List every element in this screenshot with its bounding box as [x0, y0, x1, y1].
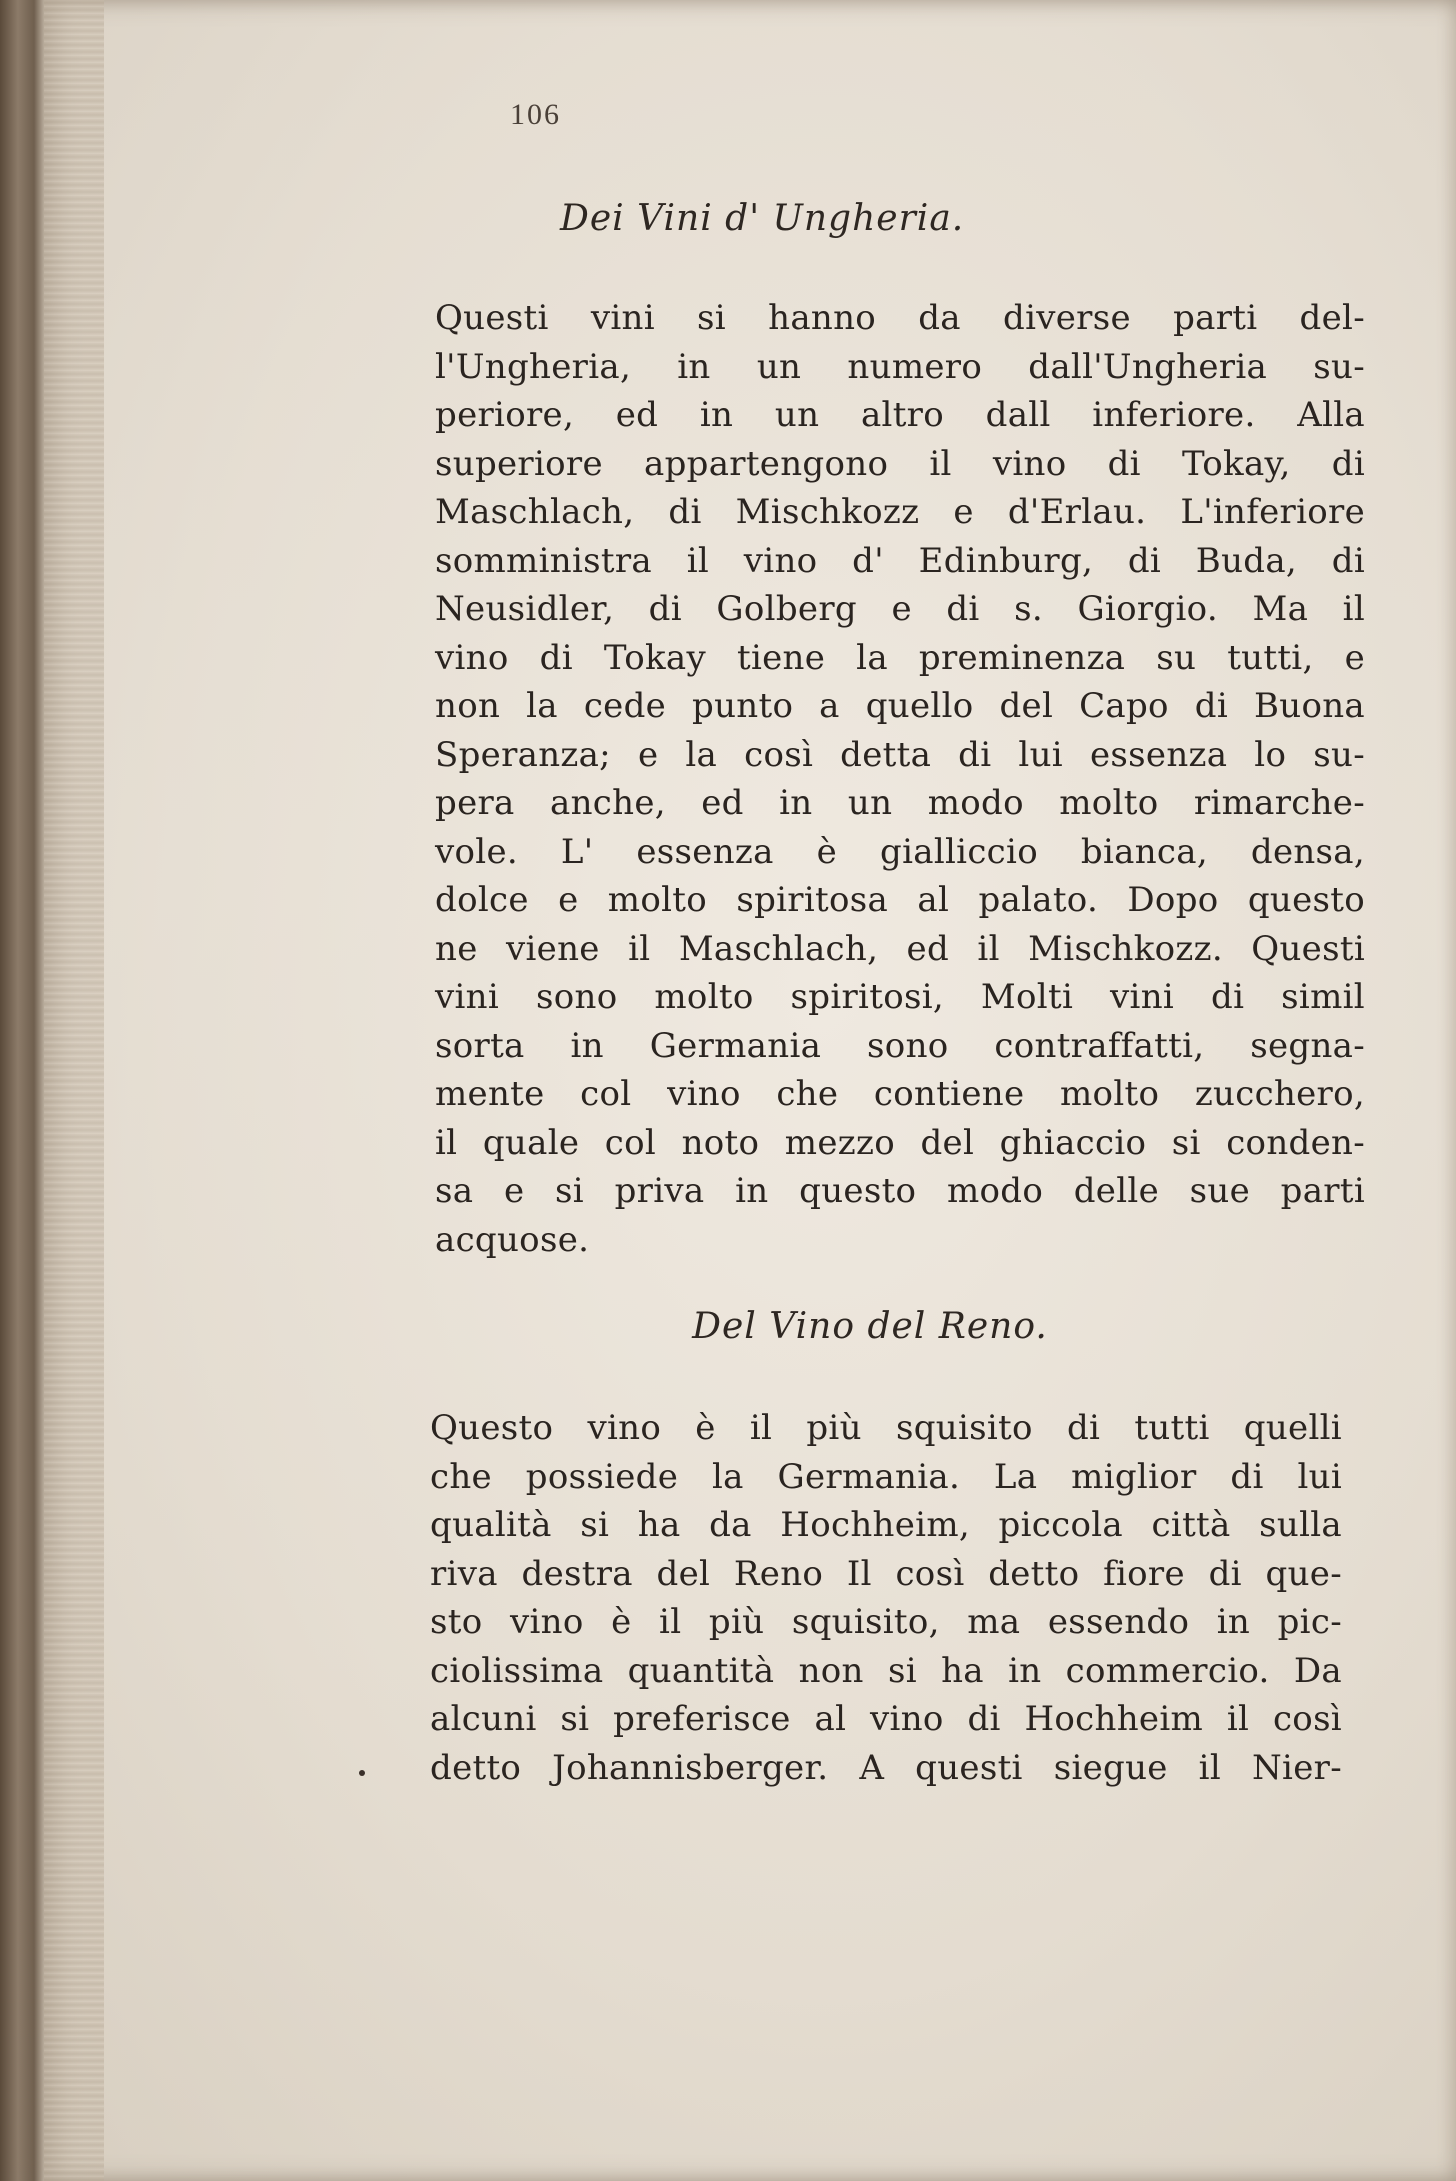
- text-line: Neusidler, di Golberg e di s. Giorgio. Ma il: [435, 589, 1365, 629]
- text-line: detto Johannisberger. A questi siegue il Nier-: [430, 1747, 1342, 1788]
- text-line: non la cede punto a quello del Capo di Buona: [435, 686, 1365, 726]
- text-line: alcuni si preferisce al vino di Hochheim il così: [430, 1699, 1342, 1739]
- text-line: periore, ed in un altro dall inferiore. Alla: [435, 395, 1365, 435]
- text-line: l'Ungheria, in un numero dall'Ungheria su-: [435, 346, 1365, 387]
- text-line: Questi vini si hanno da diverse parti del-: [435, 298, 1365, 338]
- section-body-rhine: [430, 1404, 1342, 1792]
- text-line: qualità si ha da Hochheim, piccola città sulla: [430, 1505, 1342, 1545]
- text-line: che possiede la Germania. La miglior di lui: [430, 1456, 1342, 1497]
- text-line: vini sono molto spiritosi, Molti vini di simil: [435, 977, 1365, 1017]
- text-line: superiore appartengono il vino di Tokay, di: [435, 443, 1365, 484]
- text-line: Maschlach, di Mischkozz e d'Erlau. L'inferiore: [435, 492, 1365, 532]
- text-line: ne viene il Maschlach, ed il Mischkozz. Questi: [435, 928, 1365, 969]
- text-line: ciolissima quantità non si ha in commercio. Da: [430, 1650, 1342, 1691]
- section-heading-hungary: Dei Vini d' Ungheria.: [560, 198, 965, 239]
- text-line: sto vino è il più squisito, ma essendo in pic-: [430, 1602, 1342, 1642]
- section-body-hungary: [435, 294, 1365, 1264]
- text-line: dolce e molto spiritosa al palato. Dopo questo: [435, 880, 1365, 920]
- section-heading-rhine: Del Vino del Reno.: [692, 1306, 1048, 1347]
- text-line: vole. L' essenza è gialliccio bianca, densa,: [435, 831, 1365, 872]
- ink-speck: [359, 1770, 365, 1776]
- text-line: acquose.: [435, 1219, 590, 1260]
- text-line: somministra il vino d' Edinburg, di Buda, di: [435, 540, 1365, 581]
- text-line: il quale col noto mezzo del ghiaccio si conden-: [435, 1122, 1365, 1163]
- text-line: sa e si priva in questo modo delle sue parti: [435, 1171, 1365, 1211]
- text-line: pera anche, ed in un modo molto rimarche-: [435, 783, 1365, 823]
- text-line: Questo vino è il più squisito di tutti quelli: [430, 1408, 1342, 1448]
- text-line: sorta in Germania sono contraffatti, segna-: [435, 1025, 1365, 1066]
- text-line: mente col vino che contiene molto zucchero,: [435, 1074, 1365, 1114]
- text-line: vino di Tokay tiene la preminenza su tutti, e: [435, 637, 1365, 678]
- page-number: 106: [510, 98, 561, 131]
- text-line: Speranza; e la così detta di lui essenza lo su-: [435, 734, 1365, 775]
- page-edges: [44, 0, 104, 2181]
- text-line: riva destra del Reno Il così detto fiore di que-: [430, 1553, 1342, 1594]
